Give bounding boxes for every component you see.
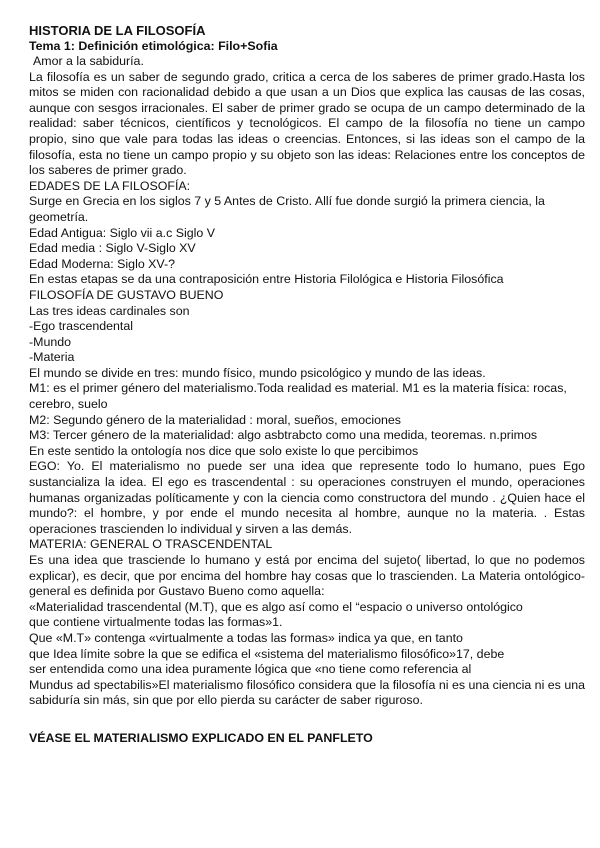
text-line: Las tres ideas cardinales son xyxy=(29,303,190,318)
text-line: ser entendida como una idea puramente lógica que «no tiene como referencia al xyxy=(29,662,472,677)
text-line: Edad Antigua: Siglo vii a.c Siglo V xyxy=(29,225,215,240)
text-line: que contiene virtualmente todas las formas»1. xyxy=(29,615,283,630)
text-line: En estas etapas se da una contraposición entre Historia Filológica e Historia Filosófica xyxy=(29,272,504,287)
paragraph-m1: M1: es el primer género del materialismo.Toda realidad es material. M1 es la materia física: rocas, cerebro, suelo xyxy=(29,381,567,412)
text-line: El mundo se divide en tres: mundo físico, mundo psicológico y mundo de las ideas. xyxy=(29,365,486,380)
paragraph-mundus: Mundus ad spectabilis»El materialismo filosófico considera que la filosofía ni es una ciencia ni es una sabiduría sin más, sin que por ello pierda su carácter de saber riguroso. xyxy=(29,677,585,708)
text-line: Edad media : Siglo V-Siglo XV xyxy=(29,241,196,256)
paragraph-origin: Surge en Grecia en los siglos 7 y 5 Antes de Cristo. Allí fue donde surgió la primera ciencia, la geometría. xyxy=(29,194,545,224)
list-item: -Materia xyxy=(29,350,75,365)
list-item: -Mundo xyxy=(29,334,72,349)
text-line: Que «M.T» contenga «virtualmente a todas las formas» indica ya que, en tanto xyxy=(29,630,463,645)
document-page xyxy=(29,22,585,747)
footer-heading: VÉASE EL MATERIALISMO EXPLICADO EN EL PANFLETO xyxy=(29,730,373,745)
section-heading-materia: MATERIA: GENERAL O TRASCENDENTAL xyxy=(29,537,273,552)
document-subtitle: Tema 1: Definición etimológica: Filo+Sofia xyxy=(29,39,278,53)
paragraph-ego: EGO: Yo. El materialismo no puede ser una idea que represente todo lo humano, pues Ego sustancializa la idea. El ego es trascendental : su operaciones construyen el mundo, operaciones humanas organizadas políticamente y con la ciencia como constructora del mundo . ¿Quien hace el mundo?: el hombre, y por ende el mundo necesita al hombre, aunque no la materia. . Estas operaciones trascienden lo individual y sirven a las demás. xyxy=(29,459,585,536)
text-line: M3: Tercer género de la materialidad: algo asbtrabcto como una medida, teoremas. n.primos xyxy=(29,428,538,443)
text-line: que Idea límite sobre la que se edifica el «sistema del materialismo filosófico»17, debe xyxy=(29,646,505,661)
text-line: M2: Segundo género de la materialidad : moral, sueños, emociones xyxy=(29,412,401,427)
text-line: «Materialidad trascendental (M.T), que es algo así como el “espacio o universo ontológico xyxy=(29,599,523,614)
section-heading-bueno: FILOSOFÍA DE GUSTAVO BUENO xyxy=(29,287,224,302)
section-heading-edades: EDADES DE LA FILOSOFÍA: xyxy=(29,178,191,193)
document-title: HISTORIA DE LA FILOSOFÍA xyxy=(29,23,206,38)
text-line: Amor a la sabiduría. xyxy=(33,54,144,68)
list-item: -Ego trascendental xyxy=(29,319,134,334)
paragraph-intro: La filosofía es un saber de segundo grado, critica a cerca de los saberes de primer grado.Hasta los mitos se miden con racionalidad debido a que usan a un Dios que explica las causas de las cosas, aunque con sesgos irracionales. El saber de primer grado se ocupa de un campo determinado de la realidad: saber técnicos, científicos y tecnológicos. El campo de la filosofía no tiene un campo propio, sino que vale para todas las ideas o creencias. Entonces, si las ideas son el campo de la filosofía, esta no tiene un campo propio y su objeto son las ideas: Relaciones entre los conceptos de los saberes de primer grado. xyxy=(29,69,585,178)
text-line: En este sentido la ontología nos dice que solo existe lo que percibimos xyxy=(29,443,419,458)
paragraph-materia: Es una idea que trasciende lo humano y está por encima del sujeto( libertad, lo que no podemos explicar), es decir, que por encima del hombre hay cosas que lo trascienden. La Materia ontológico-general es definida por Gustavo Bueno como aquella: xyxy=(29,553,585,599)
text-line: Edad Moderna: Siglo XV-? xyxy=(29,256,176,271)
